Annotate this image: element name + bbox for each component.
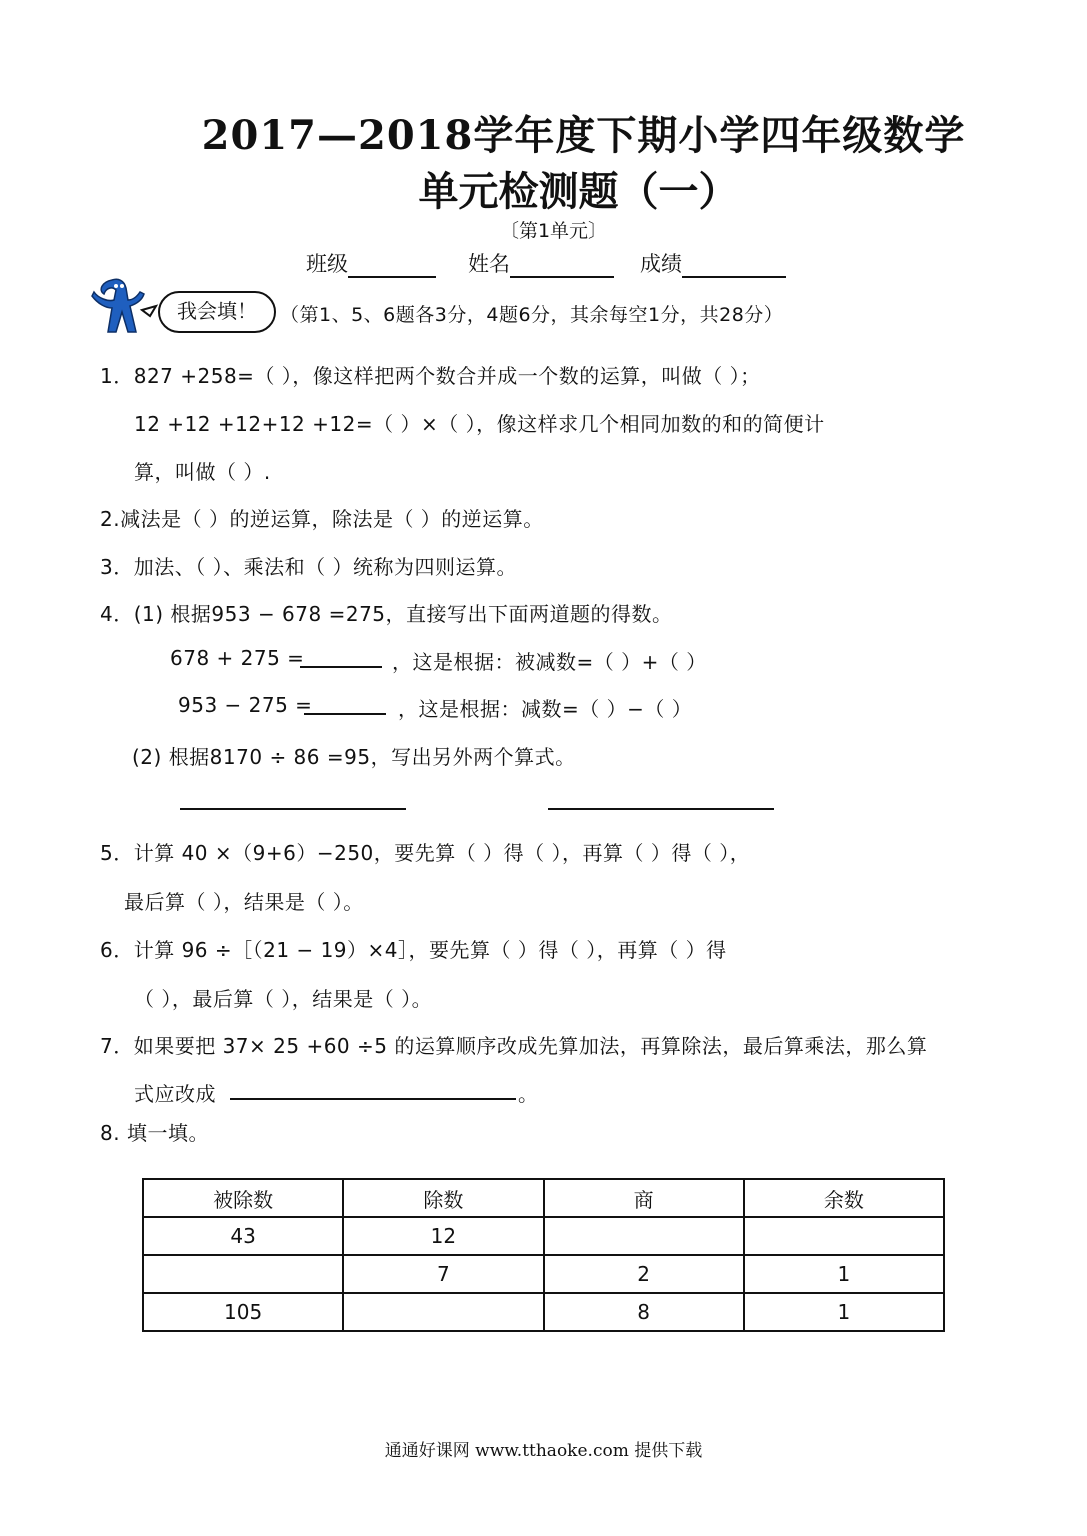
division-table	[142, 1178, 945, 1332]
table-cell[interactable]	[544, 1217, 744, 1255]
table-cell: 1	[744, 1255, 944, 1293]
footer-credit: 通通好课网 www.tthaoke.com 提供下载	[384, 1441, 703, 1461]
unit-label: 〔第1单元〕	[499, 220, 608, 242]
q5-line2: 最后算（ ），结果是（ ）。	[124, 890, 364, 914]
q4-line1: 4．(1) 根据953 − 678 =275，直接写出下面两道题的得数。	[100, 602, 673, 626]
q7-line2-end: 。	[518, 1082, 539, 1106]
q4-a-answer-blank[interactable]	[300, 666, 382, 668]
mascot-icon	[90, 276, 164, 336]
class-label: 班级	[306, 252, 348, 276]
page-title: 2017—2018学年度下期小学四年级数学	[201, 112, 966, 159]
q6-line2: （ ），最后算（ ），结果是（ ）。	[134, 987, 433, 1011]
header-quotient: 商	[544, 1179, 744, 1217]
section-badge: 我会填！	[158, 291, 276, 333]
table-cell: 12	[343, 1217, 543, 1255]
table-cell: 8	[544, 1293, 744, 1331]
table-cell[interactable]	[143, 1255, 343, 1293]
q4-a-reason: ，这是根据：被减数=（ ）+（ ）	[392, 650, 707, 674]
table-row	[143, 1255, 944, 1293]
class-blank[interactable]	[348, 254, 436, 278]
table-row	[143, 1293, 944, 1331]
table-cell: 43	[143, 1217, 343, 1255]
q4-b-answer-blank[interactable]	[304, 713, 386, 715]
q4-a-expression: 678 + 275 =	[170, 646, 305, 670]
q6-line1: 6．计算 96 ÷［（21 − 19）×4］，要先算（ ）得（ ），再算（ ）得	[100, 938, 727, 962]
section-instructions: （第1、5、6题各3分，4题6分，其余每空1分，共28分）	[280, 304, 784, 326]
name-field	[468, 248, 614, 278]
q7-answer-blank[interactable]	[230, 1098, 516, 1100]
name-label: 姓名	[468, 252, 510, 276]
score-blank[interactable]	[682, 254, 786, 278]
q1-line2: 12 +12 +12+12 +12=（ ）×（ ），像这样求几个相同加数的和的简便计	[134, 412, 825, 436]
table-header-row	[143, 1179, 944, 1217]
q7-line1: 7．如果要把 37× 25 +60 ÷5 的运算顺序改成先算加法，再算除法，最后算乘法，那么算	[100, 1034, 928, 1058]
table-cell[interactable]	[744, 1217, 944, 1255]
q4-b-reason: ，这是根据：减数=（ ）−（ ）	[398, 697, 693, 721]
q4-answer-blank-1[interactable]	[180, 808, 406, 810]
class-field	[306, 248, 436, 278]
header-dividend: 被除数	[143, 1179, 343, 1217]
table-cell: 2	[544, 1255, 744, 1293]
name-blank[interactable]	[510, 254, 614, 278]
table-cell[interactable]	[343, 1293, 543, 1331]
q8-line: 8. 填一填。	[100, 1121, 209, 1145]
q4-line4: (2) 根据8170 ÷ 86 =95，写出另外两个算式。	[132, 745, 576, 769]
page-subtitle: 单元检测题（一）	[418, 168, 739, 215]
q1-line1: 1．827 +258=（ ），像这样把两个数合并成一个数的运算，叫做（ ）；	[100, 364, 761, 388]
score-field	[640, 248, 786, 278]
q2-line: 2.减法是（ ）的逆运算，除法是（ ）的逆运算。	[100, 507, 544, 531]
table-cell: 105	[143, 1293, 343, 1331]
q4-answer-blank-2[interactable]	[548, 808, 774, 810]
q5-line1: 5．计算 40 ×（9+6）−250，要先算（ ）得（ ），再算（ ）得（ ），	[100, 841, 751, 865]
header-remainder: 余数	[744, 1179, 944, 1217]
score-label: 成绩	[640, 252, 682, 276]
table-row	[143, 1217, 944, 1255]
q1-line3: 算，叫做（ ）.	[134, 460, 271, 484]
header-divisor: 除数	[343, 1179, 543, 1217]
table-cell: 1	[744, 1293, 944, 1331]
table-cell: 7	[343, 1255, 543, 1293]
q7-line2-label: 式应改成	[134, 1082, 216, 1106]
q4-b-expression: 953 − 275 =	[178, 693, 313, 717]
q3-line: 3．加法、（ ）、乘法和（ ）统称为四则运算。	[100, 555, 517, 579]
